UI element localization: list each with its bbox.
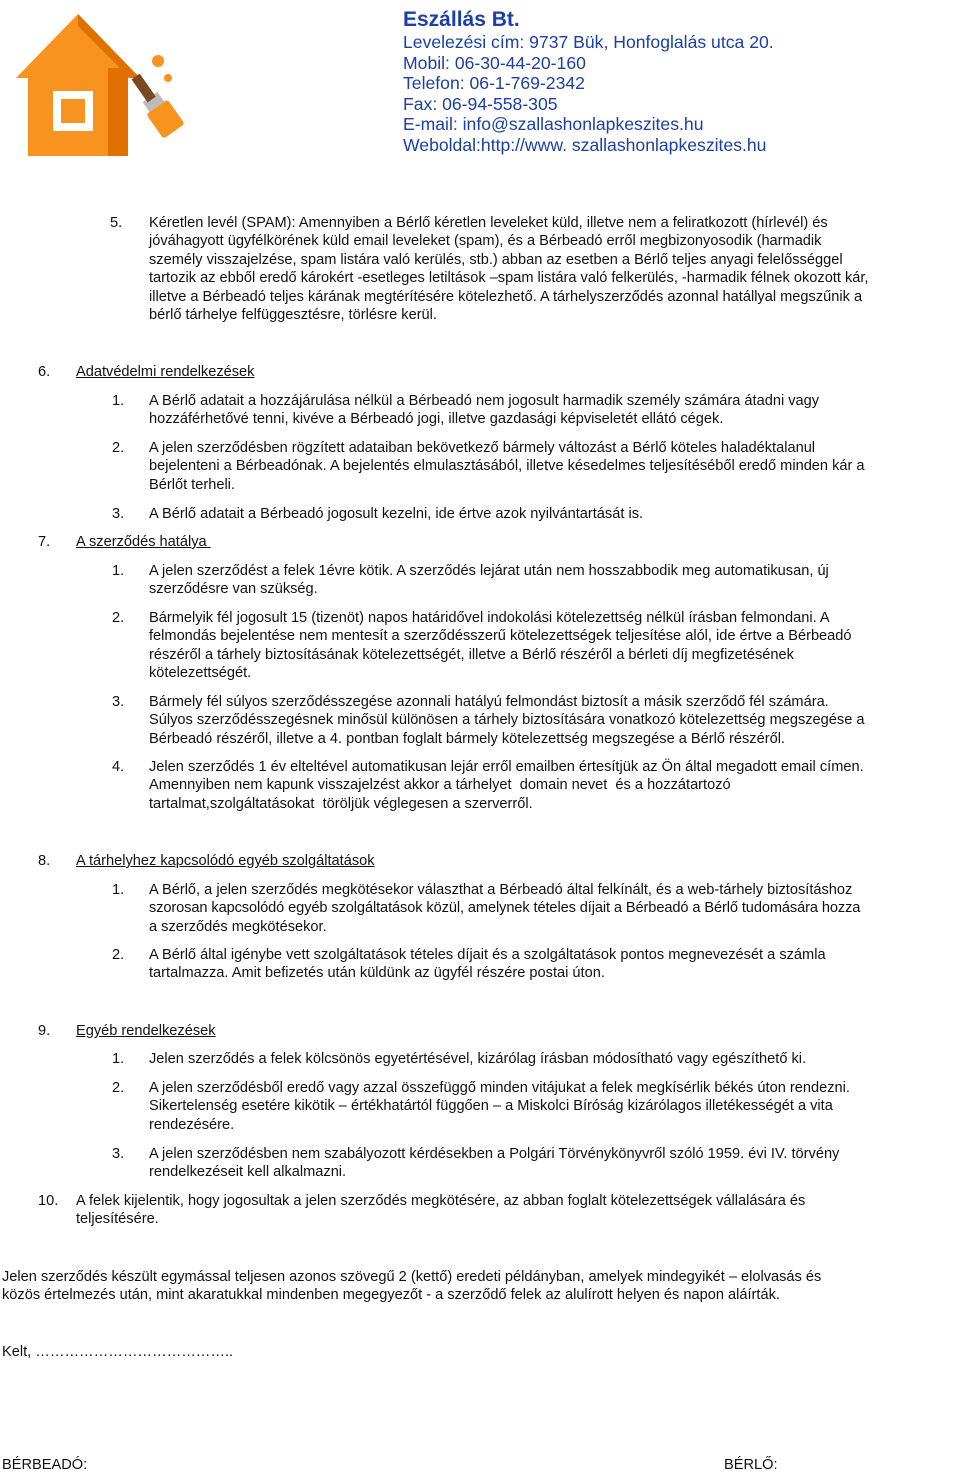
- text-line: Bérlőt terheli.: [149, 476, 235, 493]
- item-number: 2.: [112, 947, 125, 963]
- text-line: A jelen szerződésben rögzített adataiban bekövetkező bármely változást a Bérlő köteles haladéktalanul: [149, 440, 816, 456]
- text-line: A jelen szerződésből eredő vagy azzal összefüggő minden vitájukat a felek megkísérlik békés úton rendezni.: [149, 1080, 850, 1096]
- text-line: tartalmat,szolgáltatásokat töröljük véglegesen a szerverről.: [149, 795, 533, 812]
- mailing-address: Levelezési cím: 9737 Bük, Honfoglalás utca 20.: [403, 32, 774, 52]
- text-line: Amennyiben nem kapunk visszajelzést akkor a tárhelyet domain nevet és a hozzátartozó: [149, 777, 731, 794]
- text-line: személy visszajelzése, spam listára való kerülés, stb.) abban az esetben a Bérlő teljes anyagi felelősséggel: [149, 251, 843, 268]
- text-line: kötelezettségét.: [149, 665, 252, 682]
- text-line: A Bérlő, a jelen szerződés megkötésekor választhat a Bérbeadó által felkínált, és a web-tárhely biztosításhoz: [149, 882, 853, 898]
- text-line: Jelen szerződés készült egymással teljesen azonos szövegű 2 (kettő) eredeti példányban, amelyek mindegyikét – elolvasás és: [2, 1269, 822, 1285]
- text-line: illetve a Bérbeadó teljes kárának megtérítésére kötelezhető. A tárhelyszerződés azonnal hatállyal megszűnik a: [149, 288, 863, 305]
- lessor-signature-label: BÉRBEADÓ:: [2, 1457, 88, 1473]
- closing-paragraph: [2, 1268, 958, 1305]
- item-number: 3.: [112, 1146, 125, 1162]
- text-line: felmondás bejelentése nem mentesít a szerződésszerű kötelezettségek teljesítése alól, ide értve a Bérbeadó: [149, 628, 852, 645]
- fax-number: Fax: 06-94-558-305: [403, 93, 558, 114]
- text-line: szorosan kapcsolódó egyéb szolgáltatások közül, amelynek tételes díjait a Bérbeadó a Bérlő tudomására hozza: [149, 900, 861, 917]
- section-number: 8.: [38, 853, 51, 869]
- text-line: Bérbeadó részéről, illetve a 4. pontban foglalt bármely kötelezettség megszegése a Bérlő részéről.: [149, 730, 785, 747]
- item-number: 4.: [112, 759, 125, 775]
- text-line: Jelen szerződés a felek kölcsönös egyetértésével, kizárólag írásban módosítható vagy egészíthető ki.: [149, 1051, 807, 1067]
- item-number: 3.: [112, 694, 125, 710]
- text-line: A Bérlő adatait a Bérbeadó jogosult kezelni, ide értve azok nyilvántartását is.: [149, 506, 644, 522]
- text-line: A felek kijelentik, hogy jogosultak a jelen szerződés megkötésére, az abban foglalt kötelezettségek vállalására és: [76, 1193, 806, 1209]
- place-date-line: Kelt, …………………………………..: [2, 1344, 234, 1360]
- text-line: részéről a tárhely biztosításának kötelezettségét, illetve a Bérlő részéről a bérleti díj megfizetésének: [149, 646, 794, 663]
- text-line: Sikertelenség esetére kikötik – értékhatártól függően – a Miskolci Bíróság kizárólagos illetékességét a vita: [149, 1098, 833, 1115]
- section-number: 7.: [38, 534, 51, 550]
- text-line: szerződésre van szükség.: [149, 581, 318, 598]
- text-line: Súlyos szerződésszegésnek minősül különösen a tárhely biztosítására vonatkozó kötelezettség megszegése a: [149, 712, 865, 729]
- text-line: A jelen szerződésben nem szabályozott kérdésekben a Polgári Törvénykönyvről szóló 1959. évi IV. törvény: [149, 1146, 840, 1162]
- item-number: 1.: [112, 882, 125, 898]
- item-number: 1.: [112, 563, 125, 579]
- item-number: 2.: [112, 1080, 125, 1096]
- text-line: tartalmazza. Amit befizetés után küldünk az ügyfél részére postai úton.: [149, 965, 605, 982]
- text-line: A jelen szerződést a felek 1évre kötik. A szerződés lejárat után nem hosszabbodik meg automatikusan, új: [149, 563, 829, 579]
- section-title: A tárhelyhez kapcsolódó egyéb szolgáltatások: [76, 853, 375, 869]
- text-line: Jelen szerződés 1 év elteltével automatikusan lejár erről emailben értesítjük az Ön által megadott email címen.: [149, 759, 864, 775]
- text-line: teljesítésére.: [76, 1211, 159, 1228]
- company-contact-block: [403, 8, 774, 156]
- lessee-signature-label: BÉRLŐ:: [724, 1457, 778, 1473]
- section-number: 6.: [38, 364, 51, 380]
- text-line: bérlő tárhelye felfüggesztésre, törlésre kerül.: [149, 307, 437, 324]
- company-name: Eszállás Bt.: [403, 8, 520, 31]
- text-line: rendezésére.: [149, 1116, 235, 1133]
- website-address: Weboldal:http://www. szallashonlapkeszites.hu: [403, 134, 767, 155]
- text-line: hozzáférhetővé tenni, kivéve a Bérbeadó jogi, illetve gazdasági képviseletét ellátó cégek.: [149, 411, 724, 428]
- section-number: 9.: [38, 1023, 51, 1039]
- mobile-number: Mobil: 06-30-44-20-160: [403, 52, 586, 73]
- item-number: 2.: [112, 610, 125, 626]
- text-line: jóváhagyott ügyfélkörének küld email leveleket (spam), és a Bérbeadó erről megbizonyosodik (harmadik: [149, 233, 822, 250]
- text-line: rendelkezéseit kell alkalmazni.: [149, 1164, 347, 1181]
- text-line: a szerződés megkötésekor.: [149, 918, 327, 935]
- house-paintbrush-icon: [8, 6, 208, 161]
- section-title: Egyéb rendelkezések: [76, 1023, 216, 1039]
- text-line: Bármely fél súlyos szerződésszegése azonnali hatályú felmondást biztosít a másik szerződő fél számára.: [149, 694, 829, 710]
- text-line: A Bérlő adatait a hozzájárulása nélkül a Bérbeadó nem jogosult harmadik személy számára átadni vagy: [149, 393, 820, 409]
- text-line: közös értelmezés után, mint akaratukkal mindenben megegyezőt - a szerződő felek az alulírott helyen és napon aláírták.: [2, 1287, 780, 1304]
- section-number: 10.: [38, 1193, 59, 1209]
- section-title: A szerződés hatálya: [76, 534, 211, 550]
- text-line: Kéretlen levél (SPAM): Amennyiben a Bérlő kéretlen leveleket küld, illetve nem a feliratkozott (hírlevél) és: [149, 215, 828, 231]
- text-line: bejelenteni a Bérbeadónak. A bejelentés elmulasztásából, illetve késedelmes teljesítéséből eredő minden kár a: [149, 458, 865, 475]
- item-number: 1.: [112, 393, 125, 409]
- item-number: 2.: [112, 440, 125, 456]
- company-logo: [8, 6, 208, 161]
- phone-number: Telefon: 06-1-769-2342: [403, 73, 585, 94]
- section-title: Adatvédelmi rendelkezések: [76, 364, 255, 380]
- text-line: tartozik az ebből eredő károkért -esetleges letiltások –spam listára való felkerülés, -harmadik félnek okozott kár,: [149, 270, 869, 287]
- text-line: Bármelyik fél jogosult 15 (tizenöt) napos határidővel indokolási kötelezettség nélkül írásban felmondani. A: [149, 610, 830, 626]
- item-number: 3.: [112, 506, 125, 522]
- section-number: 5.: [110, 215, 123, 231]
- item-number: 1.: [112, 1051, 125, 1067]
- email-address: E-mail: info@szallashonlapkeszites.hu: [403, 114, 704, 135]
- text-line: A Bérlő által igénybe vett szolgáltatások tételes díjait és a szolgáltatások pontos megnevezését a számla: [149, 947, 826, 963]
